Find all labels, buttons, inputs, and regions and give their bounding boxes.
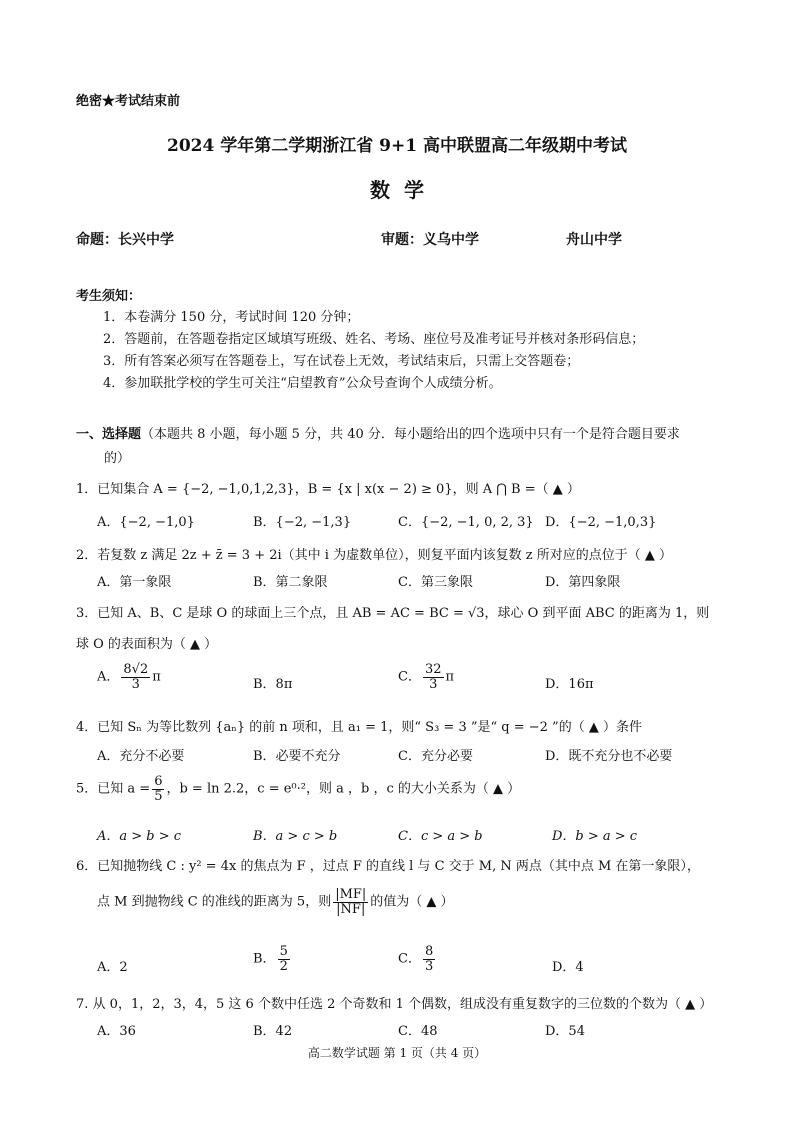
q7-option-a: A．36 (97, 1024, 136, 1039)
q1-option-c: C．{−2, −1, 0, 2, 3} (398, 515, 534, 530)
option-prefix: A． (97, 669, 120, 685)
notice-heading: 考生须知： (76, 289, 142, 304)
q6-stem-cont (97, 888, 454, 916)
q6-option-c (398, 945, 437, 973)
numerator: 5 (279, 944, 288, 959)
q4-option-d: D．既不充分也不必要 (545, 749, 673, 764)
denominator: |NF| (336, 901, 366, 917)
q3-option-b: B．8π (253, 677, 293, 692)
q5-option-d: D．b > a > c (552, 829, 638, 844)
q7-option-c: C．48 (398, 1024, 438, 1039)
q5-option-b: B．a > c > b (253, 829, 338, 844)
q5-option-c: C．c > a > b (398, 829, 483, 844)
q6-option-a: A．2 (97, 960, 128, 975)
q5-option-a: A．a > b > c (97, 829, 182, 844)
notice-item: 4．参加联批学校的学生可关注“启望教育”公众号查询个人成绩分析。 (103, 376, 502, 391)
notice-item: 3．所有答案必须写在答题卷上，写在试卷上无效，考试结束后，只需上交答题卷； (103, 354, 580, 369)
q4-option-a: A．充分不必要 (97, 749, 185, 764)
section-label: 一、选择题 (76, 427, 142, 442)
q6-option-b (253, 945, 292, 973)
option-prefix: C． (398, 951, 421, 967)
option-prefix: B． (253, 951, 276, 967)
exam-title: 2024 学年第二学期浙江省 9+1 高中联盟高二年级期中考试 (167, 136, 627, 156)
section-heading (76, 423, 680, 442)
fraction (152, 775, 164, 803)
q6-stem: 6．已知抛物线 C : y² = 4x 的焦点为 F ，过点 F 的直线 l 与 C 交于 M, N 两点（其中点 M 在第一象限）， (76, 859, 700, 874)
q7-option-d: D．54 (545, 1024, 585, 1039)
denominator: 2 (279, 958, 288, 974)
q1-option-a: A．{−2, −1,0} (97, 515, 195, 530)
fraction (423, 945, 435, 973)
q4-option-b: B．必要不充分 (253, 749, 341, 764)
section-desc-cont: 的） (104, 451, 131, 466)
q6-option-d: D．4 (552, 960, 584, 975)
q1-option-b: B．{−2, −1,3} (253, 515, 352, 530)
numerator: 6 (154, 774, 163, 789)
q7-option-b: B．42 (253, 1024, 293, 1039)
q3-option-c (398, 663, 454, 691)
fraction (333, 888, 368, 916)
setter-label: 命题：长兴中学 (76, 232, 174, 248)
q3-option-d: D．16π (545, 677, 594, 692)
denominator: 3 (424, 958, 434, 974)
numerator: |MF| (335, 887, 367, 902)
subject-title: 数 学 (370, 178, 424, 202)
q1-option-d: D．{−2, −1,0,3} (545, 515, 657, 530)
notice-item: 1．本卷满分 150 分，考试时间 120 分钟； (103, 310, 360, 325)
fraction (121, 663, 150, 691)
q5-stem-prefix: 5．已知 a = (76, 781, 151, 797)
q2-option-c: C．第三象限 (398, 575, 473, 590)
confidential-label: 绝密★考试结束前 (76, 94, 181, 109)
numerator: 8 (424, 944, 434, 959)
q4-stem: 4．已知 Sₙ 为等比数列 {aₙ} 的前 n 项和，且 a₁ = 1，则“ S₃ = 3 ”是“ q = −2 ”的（ ▲ ）条件 (76, 720, 642, 735)
q2-option-d: D．第四象限 (545, 575, 621, 590)
notice-item: 2．答题前，在答题卷指定区域填写班级、姓名、考场、座位号及准考证号并核对条形码信息； (103, 332, 645, 347)
denominator: 3 (131, 676, 140, 692)
option-prefix: C． (398, 669, 421, 685)
q7-stem: 7. 从 0，1，2，3，4，5 这 6 个数中任选 2 个奇数和 1 个偶数，组成没有重复数字的三位数的个数为（ ▲ ） (76, 997, 713, 1012)
q6-stem2-prefix: 点 M 到抛物线 C 的准线的距离为 5，则 (97, 894, 332, 910)
denominator: 5 (154, 788, 163, 804)
q6-stem2-suffix: 的值为（ ▲ ） (370, 894, 454, 910)
option-suffix: π (445, 669, 455, 685)
fraction (278, 945, 290, 973)
q2-stem: 2．若复数 z 满足 2z + z̄ = 3 + 2i（其中 i 为虚数单位），则复平面内该复数 z 所对应的点位于（ ▲ ） (76, 548, 672, 563)
numerator: 32 (424, 662, 442, 677)
reviewer2-label: 舟山中学 (566, 232, 622, 248)
q5-stem-suffix: ，b = ln 2.2，c = e⁰·²，则 a ，b ，c 的大小关系为（ ▲ ） (166, 781, 521, 797)
option-suffix: π (152, 669, 161, 685)
q2-option-a: A．第一象限 (97, 575, 172, 590)
q5-stem (76, 775, 520, 803)
page-footer: 高二数学试题 第 1 页（共 4 页） (307, 1046, 487, 1060)
q2-option-b: B．第二象限 (253, 575, 328, 590)
reviewer-label: 审题：义乌中学 (381, 232, 479, 248)
denominator: 3 (429, 676, 438, 692)
q3-option-a (97, 663, 161, 691)
section-desc: （本题共 8 小题，每小题 5 分，共 40 分．每小题给出的四个选项中只有一个是符合题目要求 (141, 427, 680, 442)
q4-option-c: C．充分必要 (398, 749, 473, 764)
fraction (423, 663, 444, 691)
q1-stem: 1．已知集合 A = {−2, −1,0,1,2,3}，B = {x | x(x − 2) ≥ 0}，则 A ⋂ B =（ ▲ ） (76, 482, 580, 497)
q3-stem: 3．已知 A、B、C 是球 O 的球面上三个点，且 AB = AC = BC = √3，球心 O 到平面 ABC 的距离为 1，则 (76, 606, 710, 621)
numerator: 8√2 (123, 662, 149, 677)
q3-stem-cont: 球 O 的表面积为（ ▲ ） (76, 637, 218, 652)
